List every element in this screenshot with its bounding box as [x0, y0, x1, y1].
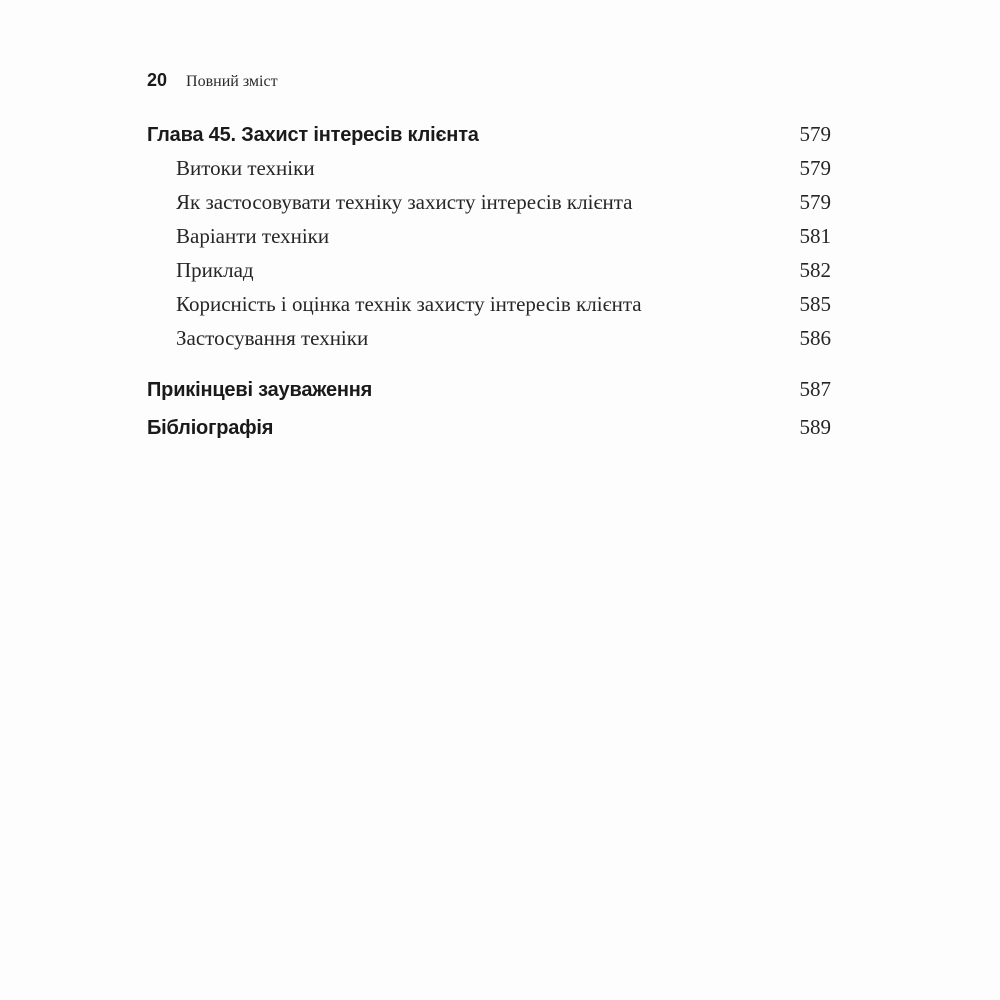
toc-section-entry: [147, 219, 831, 253]
section-title: Як застосовувати техніку захисту інтересів клієнта: [176, 190, 633, 214]
toc-back-matter-entry: [147, 370, 831, 408]
back-matter-title: Бібліографія: [147, 417, 274, 439]
section-title: Приклад: [176, 258, 254, 282]
section-title: Корисність і оцінка технік захисту інтересів клієнта: [176, 292, 642, 316]
section-spacer: [147, 355, 831, 370]
toc-section-entry: [147, 185, 831, 219]
back-matter-page-number: 589: [799, 415, 831, 439]
back-matter-page-number: 587: [799, 377, 831, 401]
section-page-number: 579: [799, 190, 831, 214]
toc-chapter-entry: [147, 117, 831, 151]
chapter-title: Глава 45. Захист інтересів клієнта: [147, 124, 479, 146]
page-number: 20: [147, 70, 168, 90]
section-page-number: 581: [799, 224, 831, 248]
section-page-number: 586: [799, 326, 831, 350]
section-page-number: 582: [799, 258, 831, 282]
toc-section-entry: [147, 253, 831, 287]
section-title: Варіанти техніки: [176, 224, 330, 248]
chapter-page-number: 579: [799, 122, 831, 146]
section-page-number: 585: [799, 292, 831, 316]
toc-section-entry: [147, 321, 831, 355]
toc-back-matter-entry: [147, 408, 831, 446]
running-title: Повний зміст: [186, 73, 278, 90]
running-head: [147, 70, 278, 94]
section-title: Витоки техніки: [176, 156, 315, 180]
toc-section-entry: [147, 151, 831, 185]
toc-section-entry: [147, 287, 831, 321]
back-matter-title: Прикінцеві зауваження: [147, 379, 373, 401]
section-title: Застосування техніки: [176, 326, 369, 350]
table-of-contents: [147, 117, 831, 446]
section-page-number: 579: [799, 156, 831, 180]
